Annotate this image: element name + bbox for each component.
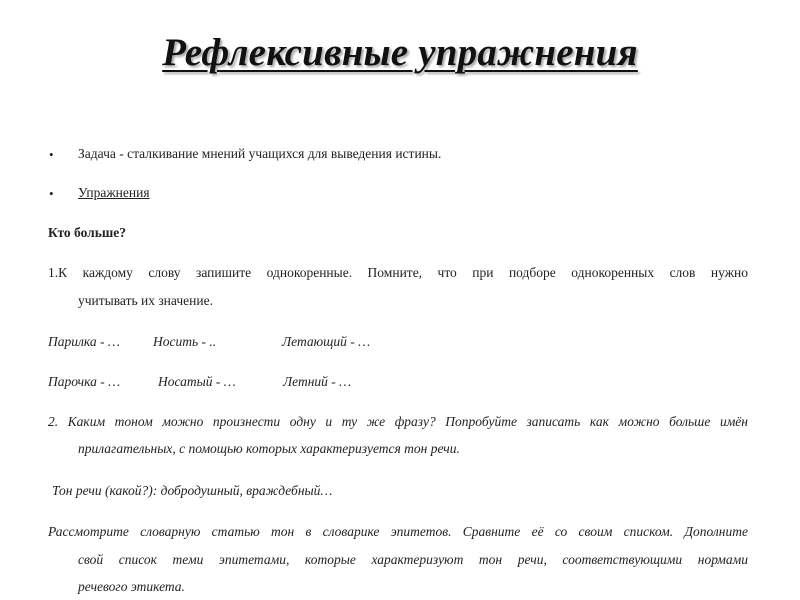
word-parochka: Парочка - … (48, 374, 121, 389)
task1-line1: 1.К каждому слову запишите однокоренные. Помните, что при подборе однокоренных слов нужно (48, 265, 748, 280)
tone-line: Тон речи (какой?): добродушный, враждебный… (52, 483, 333, 498)
word-letayushchiy: Летающий - … (282, 334, 371, 349)
bullet-task-text: Задача - сталкивание мнений учащихся для выведения истины. (78, 146, 442, 161)
word-letniy: Летний - … (283, 374, 352, 389)
slide-title: Рефлексивные упражнения (162, 31, 638, 74)
section-heading: Кто больше? (48, 225, 127, 240)
dictionary-line2: свой список теми эпитетами, которые характеризуют тон речи, соответствующими нормами (78, 552, 748, 567)
bullet-dot-icon: • (49, 147, 54, 162)
bullet-exercises-text: Упражнения (78, 185, 150, 200)
dictionary-line1: Рассмотрите словарную статью тон в словарике эпитетов. Сравните её со своим списком. Дополните (48, 524, 748, 539)
task1-line2: учитывать их значение. (78, 293, 213, 308)
word-parilka: Парилка - … (48, 334, 120, 349)
bullet-dot-icon: • (49, 186, 54, 201)
dictionary-line3: речевого этикета. (78, 579, 185, 594)
task2-line1: 2. Каким тоном можно произнести одну и ту же фразу? Попробуйте записать как можно больше имён (48, 414, 748, 429)
word-nosatyy: Носатый - … (158, 374, 236, 389)
word-nosit: Носить - .. (153, 334, 217, 349)
task2-line2: прилагательных, с помощью которых характеризуется тон речи. (78, 441, 460, 456)
